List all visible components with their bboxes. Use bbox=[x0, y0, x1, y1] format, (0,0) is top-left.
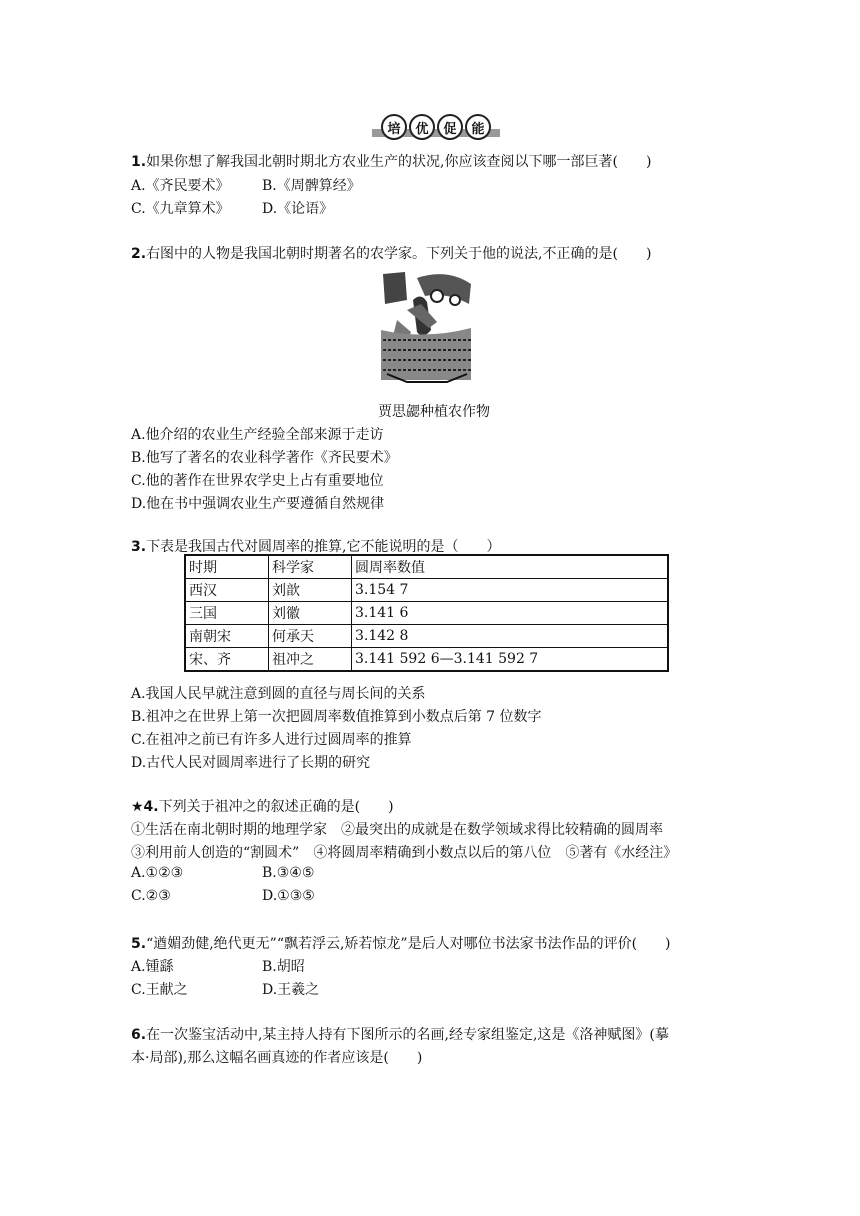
table-row bbox=[185, 625, 668, 648]
figure-caption: 贾思勰种植农作物 bbox=[378, 404, 490, 420]
option-d: D.王羲之 bbox=[262, 982, 320, 998]
question-number: 5. bbox=[131, 936, 147, 952]
table-header-row bbox=[185, 555, 668, 579]
statement-line: ①生活在南北朝时期的地理学家 ②最突出的成就是在数学领域求得比较精确的圆周率 bbox=[131, 822, 663, 838]
option-d: D.他在书中强调农业生产要遵循自然规律 bbox=[131, 496, 385, 512]
section-banner bbox=[380, 114, 492, 140]
question-stem: 右图中的人物是我国北朝时期著名的农学家。下列关于他的说法,不正确的是( ) bbox=[146, 246, 652, 262]
table-cell: 祖冲之 bbox=[269, 648, 352, 672]
table-cell: 西汉 bbox=[185, 579, 269, 602]
option-a: A.锺繇 bbox=[131, 959, 174, 975]
table-cell: 刘歆 bbox=[269, 579, 352, 602]
question-1 bbox=[131, 151, 651, 171]
question-6 bbox=[131, 1024, 669, 1044]
option-c: C.②③ bbox=[131, 888, 171, 904]
option-b: B.胡昭 bbox=[262, 959, 305, 975]
option-a: A.我国人民早就注意到圆的直径与周长间的关系 bbox=[131, 686, 426, 702]
question-stem-continued: 本·局部),那么这幅名画真迹的作者应该是( ) bbox=[131, 1050, 423, 1066]
banner-char: 能 bbox=[465, 114, 491, 140]
question-stem: 下列关于祖冲之的叙述正确的是( ) bbox=[158, 799, 394, 815]
option-c: C.《九章算术》 bbox=[131, 201, 230, 217]
question-4 bbox=[131, 796, 394, 816]
table-cell: 刘徽 bbox=[269, 602, 352, 625]
banner-char: 促 bbox=[437, 114, 463, 140]
table-cell: 3.141 6 bbox=[352, 602, 669, 625]
farmer-planting-illustration bbox=[377, 270, 473, 386]
table-header: 时期 bbox=[185, 555, 269, 579]
banner-char: 优 bbox=[409, 114, 435, 140]
option-b: B.祖冲之在世界上第一次把圆周率数值推算到小数点后第 7 位数字 bbox=[131, 709, 542, 725]
option-b: B.③④⑤ bbox=[262, 865, 315, 881]
option-a: A.《齐民要术》 bbox=[131, 178, 230, 194]
table-cell: 3.141 592 6—3.141 592 7 bbox=[352, 648, 669, 672]
table-row bbox=[185, 648, 668, 672]
question-number: 6. bbox=[131, 1027, 147, 1043]
table-cell: 3.154 7 bbox=[352, 579, 669, 602]
option-d: D.古代人民对圆周率进行了长期的研究 bbox=[131, 755, 371, 771]
question-number: 2. bbox=[131, 246, 147, 262]
option-b: B.《周髀算经》 bbox=[262, 178, 361, 194]
question-stem: 如果你想了解我国北朝时期北方农业生产的状况,你应该查阅以下哪一部巨著( ) bbox=[146, 154, 652, 170]
table-row bbox=[185, 602, 668, 625]
banner-char: 培 bbox=[381, 114, 407, 140]
option-c: C.王献之 bbox=[131, 982, 188, 998]
option-b: B.他写了著名的农业科学著作《齐民要术》 bbox=[131, 450, 398, 466]
option-d: D.《论语》 bbox=[262, 201, 334, 217]
question-stem: 下表是我国古代对圆周率的推算,它不能说明的是（ ） bbox=[146, 539, 501, 555]
question-2 bbox=[131, 243, 651, 263]
option-a: A.他介绍的农业生产经验全部来源于走访 bbox=[131, 427, 384, 443]
option-a: A.①②③ bbox=[131, 865, 184, 881]
table-cell: 宋、齐 bbox=[185, 648, 269, 672]
pi-table bbox=[184, 554, 669, 672]
table-header: 科学家 bbox=[269, 555, 352, 579]
question-stem: “遒媚劲健,绝代更无”“飘若浮云,矫若惊龙”是后人对哪位书法家书法作品的评价( ) bbox=[146, 936, 671, 952]
table-header: 圆周率数值 bbox=[352, 555, 669, 579]
question-number: ★4. bbox=[131, 799, 159, 815]
table-cell: 3.142 8 bbox=[352, 625, 669, 648]
option-c: C.他的著作在世界农学史上占有重要地位 bbox=[131, 473, 384, 489]
question-stem: 在一次鉴宝活动中,某主持人持有下图所示的名画,经专家组鉴定,这是《洛神赋图》(摹 bbox=[146, 1027, 669, 1043]
statement-line: ③利用前人创造的“割圆术” ④将圆周率精确到小数点以后的第八位 ⑤著有《水经注》 bbox=[131, 845, 678, 861]
question-5 bbox=[131, 933, 671, 953]
question-3 bbox=[131, 536, 501, 556]
question-number: 1. bbox=[131, 154, 147, 170]
table-cell: 三国 bbox=[185, 602, 269, 625]
question-number: 3. bbox=[131, 539, 147, 555]
table-row bbox=[185, 579, 668, 602]
table-cell: 南朝宋 bbox=[185, 625, 269, 648]
table-cell: 何承天 bbox=[269, 625, 352, 648]
option-c: C.在祖冲之前已有许多人进行过圆周率的推算 bbox=[131, 732, 412, 748]
option-d: D.①③⑤ bbox=[262, 888, 315, 904]
